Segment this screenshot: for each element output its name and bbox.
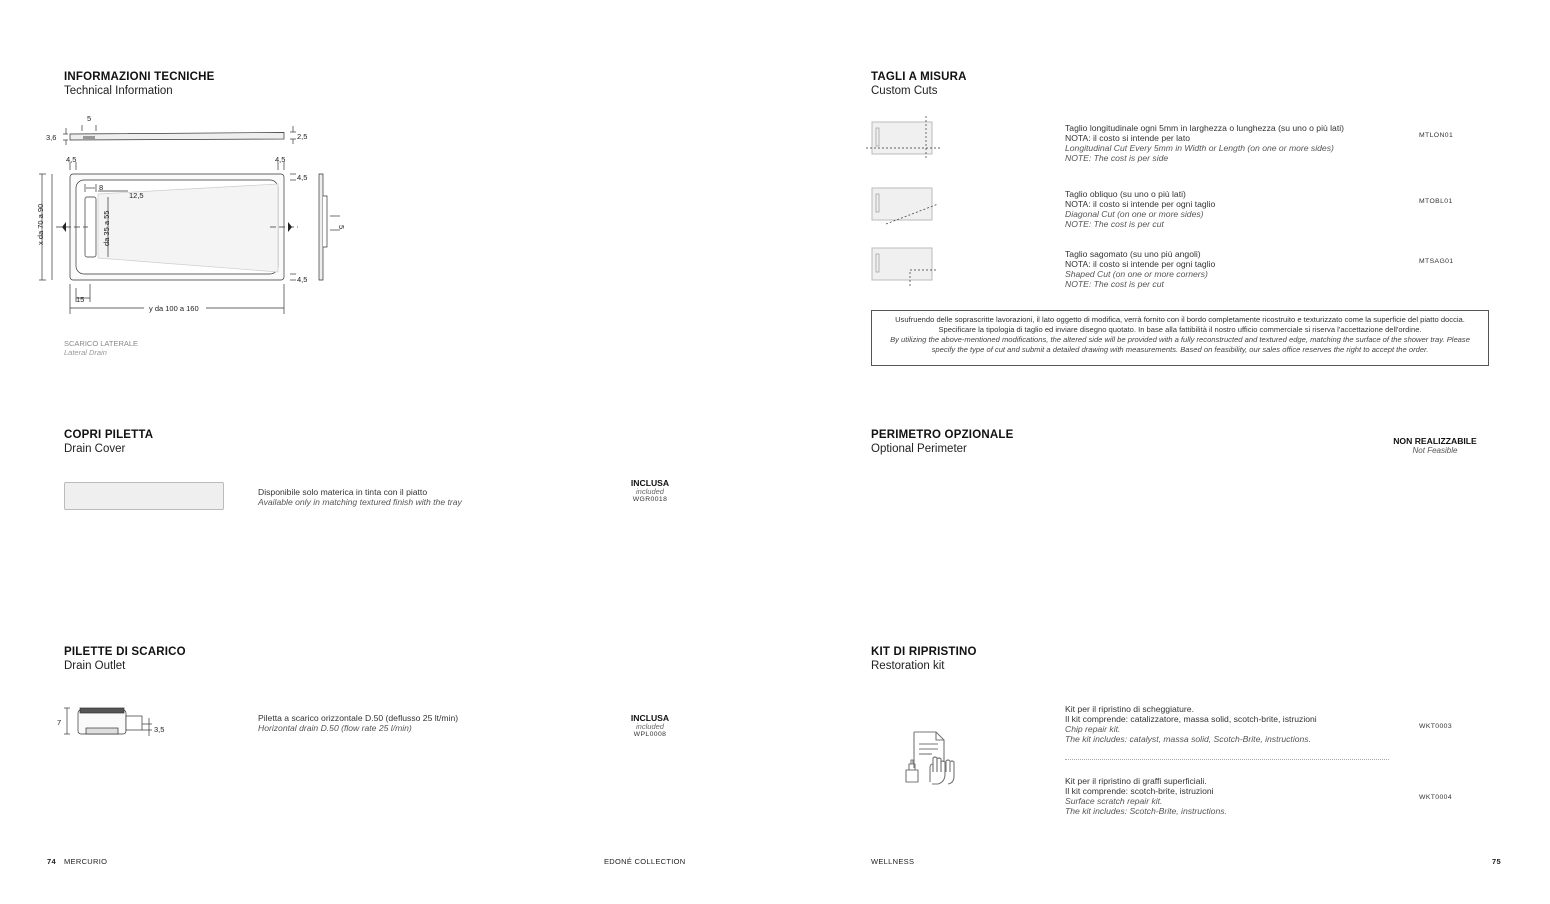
- outlet-title: PILETTE DI SCARICO: [64, 646, 186, 658]
- kit-divider: [1065, 759, 1389, 760]
- perimeter-status-block: [1380, 436, 1490, 455]
- kit-item-code: WKT0004: [1419, 794, 1453, 801]
- cover-status-block: [612, 478, 688, 503]
- kit-item: [1065, 704, 1317, 744]
- cut-item-title-en: Shaped Cut (on one or more corners): [1065, 269, 1208, 279]
- cut-item: [1065, 189, 1215, 229]
- right-page-number: 75: [1492, 857, 1501, 866]
- cut-item-note: NOTA: il costo si intende per ogni taglio: [1065, 199, 1216, 209]
- kit-item-code: WKT0003: [1419, 723, 1453, 730]
- cover-code: WGR0018: [632, 496, 668, 503]
- cut-item-title-en: Diagonal Cut (on one or more sides): [1065, 209, 1204, 219]
- drain-caption-en: Lateral Drain: [64, 348, 107, 357]
- cut-item-note-en: NOTE: The cost is per side: [1065, 153, 1169, 163]
- cuts-subtitle: Custom Cuts: [871, 85, 938, 97]
- dim-8: 8: [99, 183, 104, 192]
- dim-3-6: 3,6: [46, 133, 57, 142]
- kit-item-contents: Il kit comprende: catalizzatore, massa solid, scotch-brite, istruzioni: [1065, 714, 1317, 724]
- cuts-note-it: Usufruendo delle soprascritte lavorazioni, il lato oggetto di modifica, verrà fornito con il bordo completamente ricostruito e texturizzato come la superficie del piatto doccia. Specificare la tipologia di taglio ed inviare disegno quotato. In base alla fattibilità il nostro ufficio commerciale si riserva l'accettazione dell'ordine.: [895, 315, 1465, 334]
- cover-status: INCLUSA: [630, 478, 670, 488]
- cut-item-title: Taglio obliquo (su uno o più lati): [1065, 189, 1186, 199]
- cut-item-code: MTOBL01: [1419, 198, 1453, 205]
- cover-title: COPRI PILETTA: [64, 429, 154, 441]
- kit-item-title: Kit per il ripristino di scheggiature.: [1065, 704, 1194, 714]
- cut-item-note: NOTA: il costo si intende per ogni taglio: [1065, 259, 1216, 269]
- kit-item-title-en: Surface scratch repair kit.: [1065, 796, 1163, 806]
- tech-subtitle: Technical Information: [64, 85, 173, 97]
- dim-4-5-right-top: 4,5: [297, 173, 308, 182]
- cut-item: [1065, 249, 1215, 289]
- kit-item: [1065, 776, 1227, 816]
- cut-item-title: Taglio longitudinale ogni 5mm in larghezza o lunghezza (su uno o più lati): [1065, 123, 1344, 133]
- kit-item-contents-en: The kit includes: Scotch-Brite, instructions.: [1065, 806, 1227, 816]
- longitudinal-cut-icon: [866, 116, 942, 160]
- kit-item-contents: Il kit comprende: scotch-brite, istruzioni: [1065, 786, 1214, 796]
- cover-desc-en: Available only in matching textured finish with the tray: [258, 497, 462, 507]
- dim-y-range: y da 100 a 160: [149, 304, 199, 313]
- dim-12-5: 12,5: [129, 191, 144, 200]
- outlet-desc-en: Horizontal drain D.50 (flow rate 25 l/min): [258, 723, 412, 733]
- cut-item-code: MTLON01: [1419, 132, 1454, 139]
- dim-2-5: 2,5: [297, 132, 308, 141]
- kit-item-title: Kit per il ripristino di graffi superficiali.: [1065, 776, 1207, 786]
- shower-tray-technical-drawing: [36, 112, 346, 317]
- outlet-desc-it: Piletta a scarico orizzontale D.50 (deflusso 25 lt/min): [258, 713, 459, 723]
- kit-subtitle: Restoration kit: [871, 660, 945, 672]
- cuts-title: TAGLI A MISURA: [871, 71, 967, 83]
- cuts-note-en: By utilizing the above-mentioned modifications, the altered side will be provided with a fully reconstructed and textured edge, matching the surface of the shower tray. Please specify the type of cut and submit a detailed drawing with measurements. Based on feasibility, our sales office reserves the right to accept the order.: [890, 335, 1470, 354]
- left-footer-collection: EDONÉ COLLECTION: [604, 857, 686, 866]
- drain-caption: SCARICO LATERALE: [64, 339, 139, 348]
- cut-item-title: Taglio sagomato (su uno più angoli): [1065, 249, 1201, 259]
- restoration-kit-icon: [902, 728, 960, 786]
- perimeter-title: PERIMETRO OPZIONALE: [871, 429, 1014, 441]
- drain-cover-swatch: [64, 482, 224, 510]
- cover-desc-it: Disponibile solo materica in tinta con il piatto: [258, 487, 428, 497]
- cut-item-note: NOTA: il costo si intende per lato: [1065, 133, 1190, 143]
- outlet-status-en: included: [636, 722, 664, 731]
- perimeter-status: NON REALIZZABILE: [1393, 436, 1477, 446]
- dim-5-side: 5: [337, 225, 346, 230]
- shaped-cut-icon: [866, 242, 942, 286]
- right-footer-category: WELLNESS: [871, 857, 915, 866]
- outlet-subtitle: Drain Outlet: [64, 660, 126, 672]
- cover-status-en: included: [636, 487, 664, 496]
- cut-item: [1065, 123, 1344, 163]
- outlet-status: INCLUSA: [630, 713, 670, 723]
- outlet-status-block: [612, 713, 688, 738]
- cut-item-note-en: NOTE: The cost is per cut: [1065, 279, 1164, 289]
- dim-15: 15: [76, 295, 85, 304]
- dim-slot-range: da 35 a 55: [102, 210, 111, 246]
- cut-item-code: MTSAG01: [1419, 258, 1454, 265]
- dim-x-range: x da 70 a 90: [36, 203, 45, 245]
- tech-title: INFORMAZIONI TECNICHE: [64, 71, 215, 83]
- kit-title: KIT DI RIPRISTINO: [871, 646, 977, 658]
- cuts-note-box: [871, 310, 1489, 366]
- cut-item-title-en: Longitudinal Cut Every 5mm in Width or Length (on one or more sides): [1065, 143, 1334, 153]
- dim-4-5-top-left: 4,5: [66, 155, 77, 164]
- cover-subtitle: Drain Cover: [64, 443, 126, 455]
- kit-item-title-en: Chip repair kit.: [1065, 724, 1121, 734]
- dim-4-5-right-bottom: 4,5: [297, 275, 308, 284]
- perimeter-status-en: Not Feasible: [1412, 446, 1458, 455]
- left-collection-name: MERCURIO: [64, 857, 108, 866]
- drain-outlet-drawing: [52, 704, 172, 740]
- outlet-dim-3-5: 3,5: [154, 725, 165, 734]
- outlet-code: WPL0008: [633, 731, 667, 738]
- cut-item-note-en: NOTE: The cost is per cut: [1065, 219, 1164, 229]
- perimeter-subtitle: Optional Perimeter: [871, 443, 967, 455]
- outlet-dim-7: 7: [57, 718, 62, 727]
- diagonal-cut-icon: [866, 182, 942, 226]
- dim-5-top: 5: [87, 114, 92, 123]
- kit-item-contents-en: The kit includes: catalyst, massa solid, Scotch-Brite, instructions.: [1065, 734, 1311, 744]
- left-page-number: 74: [47, 857, 56, 866]
- dim-4-5-top-right: 4,5: [275, 155, 286, 164]
